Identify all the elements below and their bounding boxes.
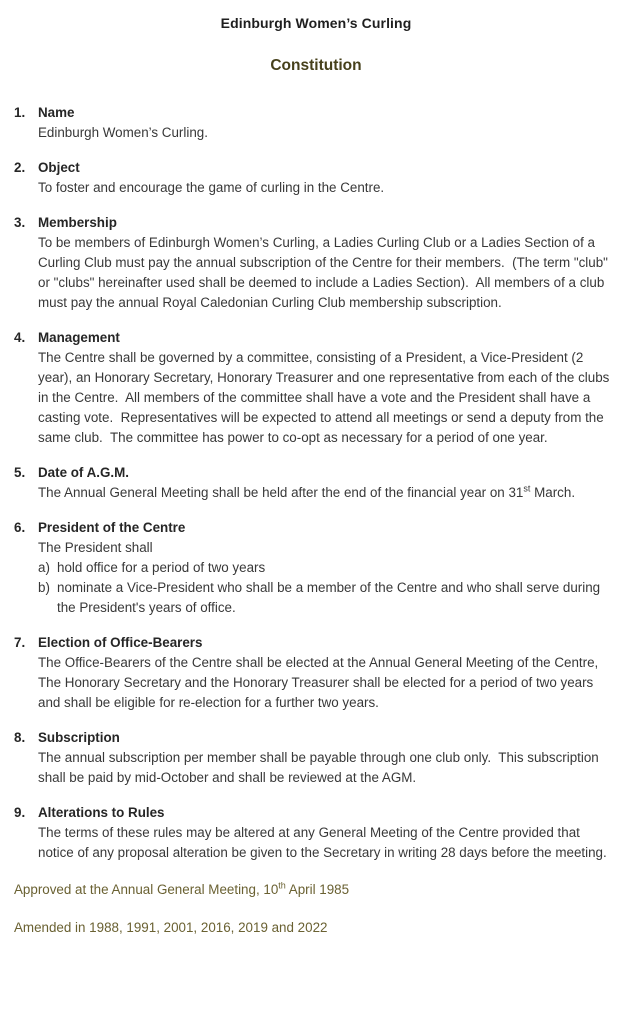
section-number: 2.: [14, 160, 26, 175]
approved-note: [14, 880, 618, 900]
section-heading: Name: [38, 105, 75, 120]
list-item-text: hold office for a period of two years: [57, 560, 266, 575]
list-item: [38, 558, 618, 578]
list-item: [38, 578, 618, 618]
section-heading: Election of Office-Bearers: [38, 635, 203, 650]
section-number: 5.: [14, 465, 26, 480]
list-marker: b): [38, 580, 50, 595]
section-number: 4.: [14, 330, 26, 345]
section-alterations-to-rules: [14, 803, 618, 863]
section-membership: [14, 213, 618, 313]
footer-text-part: April 1985: [285, 882, 350, 897]
section-number: 7.: [14, 635, 26, 650]
section-object: [14, 158, 618, 198]
section-election-of-office-bearers: [14, 633, 618, 713]
section-body: The annual subscription per member shall be payable through one club only. This subscription shall be paid by mid-October and shall be reviewed at the AGM.: [38, 750, 603, 785]
section-heading: Alterations to Rules: [38, 805, 165, 820]
section-subscription: [14, 728, 618, 788]
section-body: The terms of these rules may be altered at any General Meeting of the Centre provided that notice of any proposal alteration be given to the Secretary in writing 28 days before the meeting.: [38, 825, 607, 860]
section-heading: Membership: [38, 215, 117, 230]
lettered-list: [38, 558, 618, 618]
section-body: The Centre shall be governed by a committee, consisting of a President, a Vice-President (2 year), an Honorary Secretary, Honorary Treasurer and one representative from each of the clubs in the Centre. All members of the committee shall have a vote and the President shall have a casting vote. Representatives will be expected to attend all meetings or send a deputy from the same club. The committee has power to co-opt as necessary for a period of one year.: [38, 350, 614, 445]
section-heading: Management: [38, 330, 120, 345]
section-body: Edinburgh Women’s Curling.: [38, 125, 208, 140]
section-body: [38, 483, 618, 503]
list-item-text: nominate a Vice-President who shall be a member of the Centre and who shall serve during the President's years of office.: [57, 580, 604, 615]
section-president-of-the-centre: [14, 518, 618, 618]
document-subtitle: Constitution: [270, 57, 362, 74]
section-body: To be members of Edinburgh Women’s Curling, a Ladies Curling Club or a Ladies Section of a Curling Club must pay the annual subscription of the Centre for their members. (The term "club" or "clubs" hereinafter used shall be deemed to include a Ladies Section). All members of a club must pay the annual Royal Caledonian Curling Club membership subscription.: [38, 235, 612, 310]
ordinal-superscript: th: [278, 880, 286, 891]
section-heading: Object: [38, 160, 80, 175]
section-management: [14, 328, 618, 448]
section-number: 8.: [14, 730, 26, 745]
body-text-part: The Annual General Meeting shall be held after the end of the financial year on 31: [38, 485, 524, 500]
section-number: 1.: [14, 105, 26, 120]
section-intro: The President shall: [38, 540, 153, 555]
body-text-part: March.: [530, 485, 576, 500]
section-number: 9.: [14, 805, 26, 820]
amended-note: Amended in 1988, 1991, 2001, 2016, 2019 and 2022: [14, 920, 328, 935]
list-marker: a): [38, 560, 50, 575]
section-name: [14, 103, 618, 143]
section-heading: Subscription: [38, 730, 120, 745]
section-number: 6.: [14, 520, 26, 535]
section-heading: President of the Centre: [38, 520, 186, 535]
section-heading: Date of A.G.M.: [38, 465, 130, 480]
section-date-of-agm: [14, 463, 618, 503]
ordinal-superscript: st: [523, 483, 531, 494]
document-title: Edinburgh Women’s Curling: [220, 15, 412, 31]
footer-text-part: Approved at the Annual General Meeting, 10: [14, 882, 279, 897]
section-body: The Office-Bearers of the Centre shall be elected at the Annual General Meeting of the Centre, The Honorary Secretary and the Honorary Treasurer shall be elected for a period of two years and shall be eligible for re-election for a further two years.: [38, 655, 602, 710]
section-number: 3.: [14, 215, 26, 230]
section-body: To foster and encourage the game of curling in the Centre.: [38, 180, 385, 195]
